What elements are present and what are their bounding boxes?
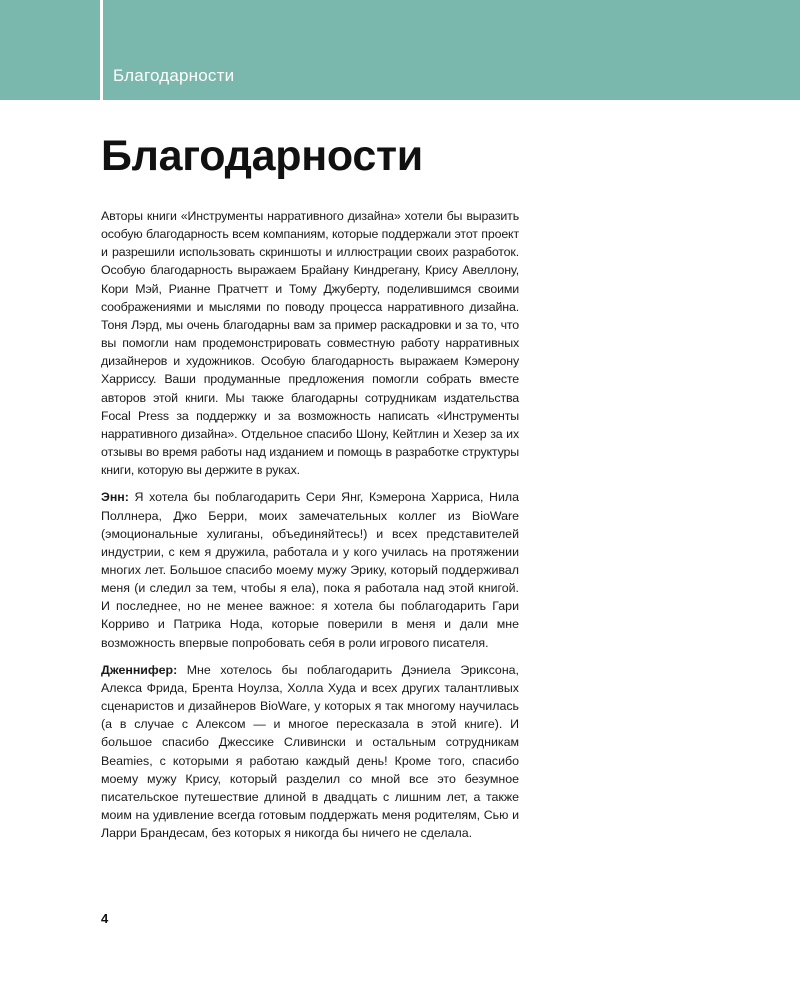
paragraph-lead: Энн: [101, 490, 129, 505]
page-number: 4 [101, 911, 109, 926]
page-title: Благодарности [101, 132, 423, 180]
header-band [0, 0, 800, 100]
paragraph-text: Авторы книги «Инструменты нарративного дизайна» хотели бы выразить особую благодарность всем компаниям, которые поддержали этот проект и разрешили использовать скриншоты и иллюстрации своих разработок. Особую благодарность выражаем Брайану Киндрегану, Крису Авеллону, Кори Мэй, Рианне Пратчетт и Тому Джуберту, поделившимся своими соображениями и мыслями по поводу процесса нарративного дизайна. Тоня Лэрд, мы очень благодарны вам за пример раскадровки и за то, что вы помогли нам продемонстрировать совместную работу нарративных дизайнеров и художников. Особую благодарность выражаем Кэмерону Харриссу. Ваши продуманные предложения помогли собрать вместе авторов этой книги. Мы также благодарны сотрудникам издательства Focal Press за поддержку и за возможность написать «Инструменты нарративного дизайна». Отдельное спасибо Шону, Кейтлин и Хезер за их отзывы во время работы над изданием и помощь в разработке структуры книги, которую вы держите в руках. [101, 209, 519, 478]
body-text [101, 207, 519, 851]
paragraph-jennifer [101, 661, 519, 843]
paragraph-ann [101, 488, 519, 651]
paragraph-lead: Дженнифер: [101, 662, 178, 677]
header-divider [100, 0, 103, 100]
paragraph-text: Мне хотелось бы поблагодарить Дэниела Эриксона, Алекса Фрида, Брента Ноулза, Холла Худа и всех других талантливых сценаристов и дизайнеров BioWare, у которых я так многому научилась (а в случае с Алексом — и многое пересказала в этой книге). И большое спасибо Джессике Сливински и остальным сотрудникам Beamies, с которыми я работаю каждый день! Кроме того, спасибо моему мужу Крису, который разделил со мной все это безумное писательское путешествие длиной в двадцать с лишним лет, а также моим на удивление всегда готовым поддержать меня родителям, Сью и Ларри Брандесам, без которых я никогда бы ничего не сделала. [101, 662, 519, 841]
running-head: Благодарности [113, 66, 235, 85]
paragraph-text: Я хотела бы поблагодарить Сери Янг, Кэмерона Харриса, Нила Поллнера, Джо Берри, моих замечательных коллег из BioWare (эмоциональные хулиганы, объединяйтесь!) и всех представителей индустрии, с кем я дружила, работала и у кого училась на протяжении многих лет. Большое спасибо моему мужу Эрику, который поддерживал меня (и следил за тем, чтобы я ела), пока я работала над этой книгой. И последнее, но не менее важное: я хотела бы поблагодарить Гари Корриво и Патрика Нода, которые поверили в меня и дали мне возможность впервые попробовать себя в роли игрового писателя. [101, 490, 519, 650]
paragraph-intro [101, 207, 519, 479]
